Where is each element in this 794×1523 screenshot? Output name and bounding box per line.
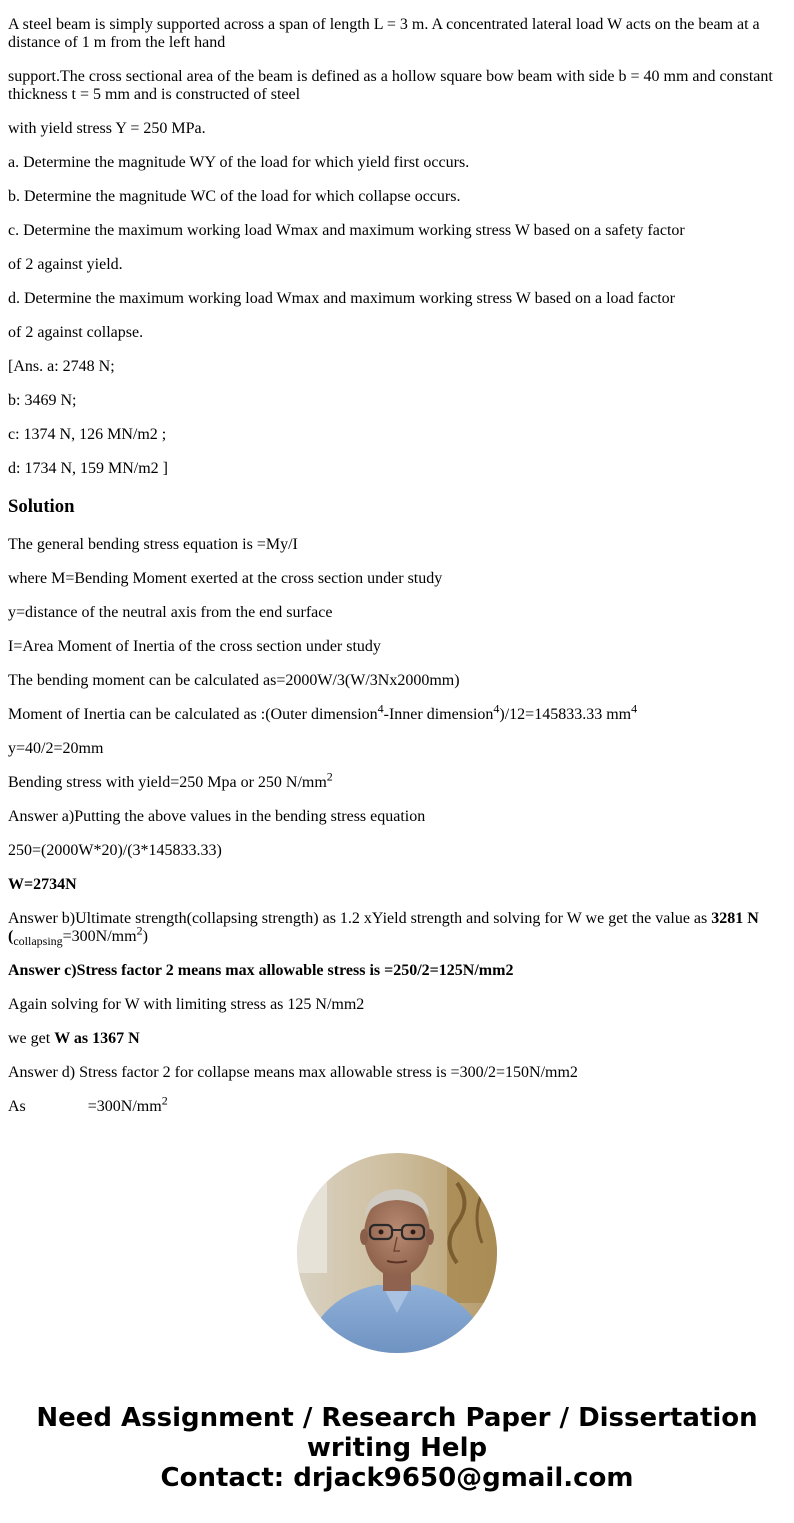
answer-key-c: c: 1374 N, 126 MN/m2 ; (8, 426, 167, 443)
text-run: Answer b)Ultimate strength(collapsing strength) as 1.2 xYield strength and solving for W we get the value as (8, 910, 712, 927)
question-line-1: A steel beam is simply supported across a span of length L = 3 m. A concentrated lateral load W acts on the beam at a distance of 1 m from the left hand (8, 16, 760, 51)
question-text (8, 68, 786, 104)
superscript: 4 (493, 701, 500, 716)
text-run: Moment of Inertia can be calculated as :(Outer dimension (8, 706, 378, 723)
banner-line-2: writing Help (306, 1433, 488, 1463)
text-run: )/12=145833.33 mm (499, 706, 632, 723)
superscript: 4 (631, 701, 638, 716)
banner-contact-line: Contact: drjack9650@gmail.com (160, 1463, 634, 1493)
question-part-c-1: c. Determine the maximum working load Wmax and maximum working stress W based on a safety factor (8, 222, 685, 239)
text-run: As (8, 1098, 26, 1115)
answer-b-line (8, 910, 786, 949)
question-text (8, 16, 786, 52)
question-part-c-2: of 2 against yield. (8, 256, 123, 273)
question-part-d-1: d. Determine the maximum working load Wmax and maximum working stress W based on a load factor (8, 290, 675, 307)
solution-line: Answer d) Stress factor 2 for collapse means max allowable stress is =300/2=150N/mm2 (8, 1064, 578, 1081)
answer-key-d: d: 1734 N, 159 MN/m2 ] (8, 460, 168, 477)
text-run: Bending stress with yield=250 Mpa or 250 N/mm (8, 774, 327, 791)
question-part-d-2: of 2 against collapse. (8, 324, 144, 341)
superscript: 2 (326, 769, 333, 784)
truncated-line (8, 1093, 786, 1116)
text-run: =300N/mm (62, 928, 137, 945)
text-run: -Inner dimension (383, 706, 494, 723)
solution-heading: Solution (8, 496, 75, 517)
text-run: we get (8, 1030, 55, 1047)
superscript: 2 (161, 1093, 168, 1108)
bold-text: Answer c)Stress factor 2 means max allowable stress is =250/2=125N/mm2 (8, 962, 514, 979)
answer-c-line (8, 962, 786, 980)
answer-key-b: b: 3469 N; (8, 392, 77, 409)
solution-line: The bending moment can be calculated as=2000W/3(W/3Nx2000mm) (8, 672, 460, 689)
banner-line-1: Need Assignment / Research Paper / Dissertation (36, 1403, 758, 1433)
question-line-3: with yield stress Y = 250 MPa. (8, 120, 206, 137)
question-part-b: b. Determine the magnitude WC of the load for which collapse occurs. (8, 188, 461, 205)
solution-line: where M=Bending Moment exerted at the cross section under study (8, 570, 443, 587)
contact-banner (0, 1403, 794, 1493)
solution-line: Answer a)Putting the above values in the bending stress equation (8, 808, 426, 825)
solution-line: The general bending stress equation is =My/I (8, 536, 298, 553)
bold-text: 3281 N ( (8, 910, 759, 945)
author-avatar (297, 1153, 497, 1353)
author-portrait-image (297, 1153, 497, 1353)
subscript: collapsing (13, 934, 63, 949)
moment-of-inertia-line (8, 701, 786, 724)
question-part-a: a. Determine the magnitude WY of the load for which yield first occurs. (8, 154, 470, 171)
bold-text: W=2734N (8, 876, 77, 893)
result-c (8, 1030, 786, 1048)
text-run: =300N/mm (87, 1098, 162, 1115)
superscript: 2 (136, 923, 143, 938)
solution-line: Again solving for W with limiting stress as 125 N/mm2 (8, 996, 365, 1013)
solution-line: 250=(2000W*20)/(3*145833.33) (8, 842, 222, 859)
solution-line: I=Area Moment of Inertia of the cross section under study (8, 638, 381, 655)
result-a (8, 876, 786, 894)
yield-stress-line (8, 769, 786, 792)
bold-text: W as 1367 N (54, 1030, 140, 1047)
solution-line: y=40/2=20mm (8, 740, 104, 757)
superscript: 4 (377, 701, 384, 716)
text-run: ) (142, 928, 148, 945)
document-content (8, 0, 786, 1122)
solution-line: y=distance of the neutral axis from the end surface (8, 604, 333, 621)
question-line-2: support.The cross sectional area of the beam is defined as a hollow square bow beam with side b = 40 mm and constant thickness t = 5 mm and is constructed of steel (8, 68, 773, 103)
answer-key-a: [Ans. a: 2748 N; (8, 358, 115, 375)
